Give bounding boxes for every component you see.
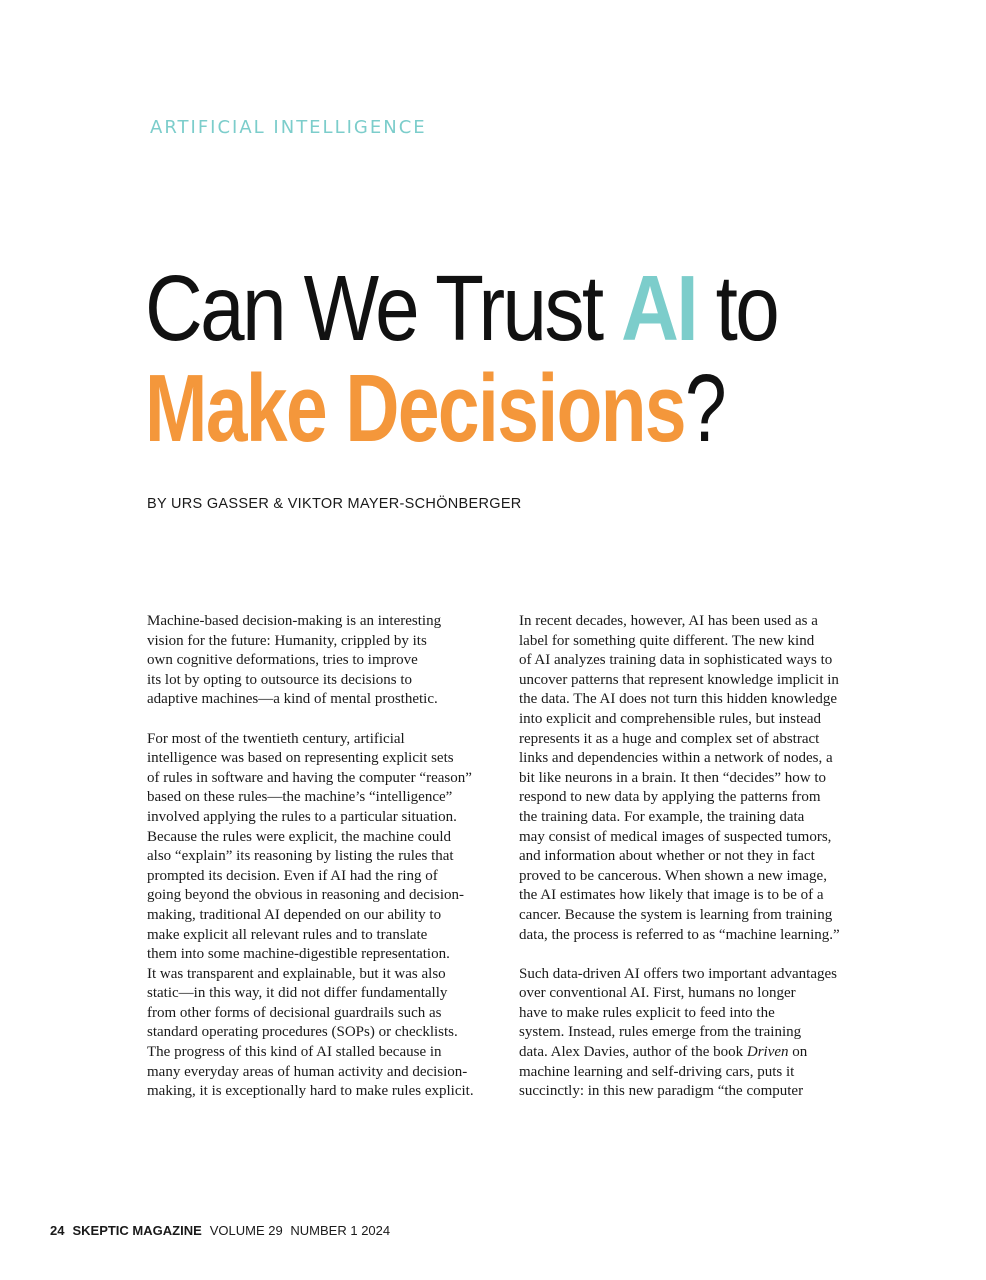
text-line: Because the rules were explicit, the machine could [147, 828, 452, 845]
text-line: own cognitive deformations, tries to improve [147, 652, 418, 669]
text-line: data, the process is referred to as “machine learning.” [519, 926, 840, 943]
text-line: many everyday areas of human activity and decision- [147, 1063, 468, 1080]
text-line: respond to new data by applying the patterns from [519, 789, 821, 806]
text-run: on [788, 1044, 808, 1061]
text-line: standard operating procedures (SOPs) or checklists. [147, 1024, 458, 1041]
text-line: For most of the twentieth century, artificial [147, 730, 405, 747]
text-line: making, traditional AI depended on our ability to [147, 906, 442, 923]
text-line: making, it is exceptionally hard to make rules explicit. [147, 1083, 474, 1100]
year: 2024 [361, 1223, 391, 1238]
article-title [145, 256, 945, 462]
magazine-name: SKEPTIC MAGAZINE [72, 1223, 202, 1238]
text-line: its lot by opting to outsource its decisions to [147, 671, 412, 688]
text-line: Machine-based decision-making is an interesting [147, 613, 442, 629]
text-line: static—in this way, it did not differ fundamentally [147, 985, 448, 1002]
title-ai: AI [621, 256, 696, 360]
text-run: data. Alex Davies, author of the book [519, 1044, 747, 1061]
text-line: machine learning and self-driving cars, puts it [519, 1063, 795, 1080]
text-line: intelligence was based on representing explicit sets [147, 750, 454, 767]
text-line: the AI estimates how likely that image is to be of a [519, 887, 824, 904]
text-line [519, 1043, 865, 1063]
text-line: The progress of this kind of AI stalled because in [147, 1044, 442, 1061]
text-line: bit like neurons in a brain. It then “decides” how to [519, 769, 826, 786]
text-line: also “explain” its reasoning by listing the rules that [147, 848, 454, 865]
issue-number: NUMBER 1 [290, 1223, 358, 1238]
text-line: have to make rules explicit to feed into the [519, 1004, 775, 1021]
title-make-decisions: Make Decisions [145, 355, 686, 462]
text-line: them into some machine-digestible representation. [147, 946, 450, 963]
paragraph [147, 612, 497, 710]
text-line: make explicit all relevant rules and to translate [147, 926, 428, 943]
text-line: into explicit and comprehensible rules, but instead [519, 710, 822, 727]
title-line-2 [145, 355, 769, 462]
text-line: represents it as a huge and complex set of abstract [519, 730, 820, 747]
text-line: label for something quite different. The new kind [519, 632, 815, 649]
right-column [519, 612, 865, 1121]
title-question-mark: ? [685, 355, 726, 462]
paragraph [519, 612, 865, 945]
text-line: over conventional AI. First, humans no longer [519, 985, 796, 1002]
text-line: prompted its decision. Even if AI had the ring of [147, 867, 438, 884]
title-part-1: Can We Trust [145, 256, 622, 360]
text-line: of AI analyzes training data in sophisticated ways to [519, 652, 833, 669]
text-line: proved to be cancerous. When shown a new image, [519, 867, 827, 884]
text-line: It was transparent and explainable, but it was also [147, 965, 446, 982]
paragraph [519, 965, 865, 1102]
title-line-1 [145, 256, 833, 360]
text-line: from other forms of decisional guardrails such as [147, 1004, 442, 1021]
text-line: may consist of medical images of suspected tumors, [519, 828, 832, 845]
book-title: Driven [746, 1044, 789, 1061]
text-line: succinctly: in this new paradigm “the computer [519, 1083, 804, 1100]
byline: BY URS GASSER & VIKTOR MAYER-SCHÖNBERGER [147, 496, 522, 512]
page-footer [50, 1223, 390, 1238]
text-line: In recent decades, however, AI has been used as a [519, 613, 818, 629]
text-line: going beyond the obvious in reasoning and decision- [147, 887, 465, 904]
text-line: uncover patterns that represent knowledge implicit in [519, 671, 839, 688]
text-line: adaptive machines—a kind of mental prosthetic. [147, 691, 438, 708]
paragraph [147, 730, 497, 1102]
section-label: ARTIFICIAL INTELLIGENCE [150, 117, 427, 138]
text-line: cancer. Because the system is learning from training [519, 906, 833, 923]
text-line: the data. The AI does not turn this hidden knowledge [519, 691, 837, 708]
text-line: and information about whether or not they in fact [519, 848, 815, 865]
text-line: system. Instead, rules emerge from the training [519, 1024, 802, 1041]
page-number: 24 [50, 1223, 65, 1238]
text-line: of rules in software and having the computer “reason” [147, 769, 472, 786]
text-line: vision for the future: Humanity, crippled by its [147, 632, 427, 649]
text-line: links and dependencies within a network of nodes, a [519, 750, 833, 767]
text-line: Such data-driven AI offers two important advantages [519, 965, 837, 982]
text-line: the training data. For example, the training data [519, 808, 805, 825]
volume: VOLUME 29 [209, 1223, 283, 1238]
left-column [147, 612, 497, 1121]
text-line: based on these rules—the machine’s “intelligence” [147, 789, 453, 806]
text-line: involved applying the rules to a particular situation. [147, 808, 457, 825]
title-part-2: to [695, 256, 778, 360]
